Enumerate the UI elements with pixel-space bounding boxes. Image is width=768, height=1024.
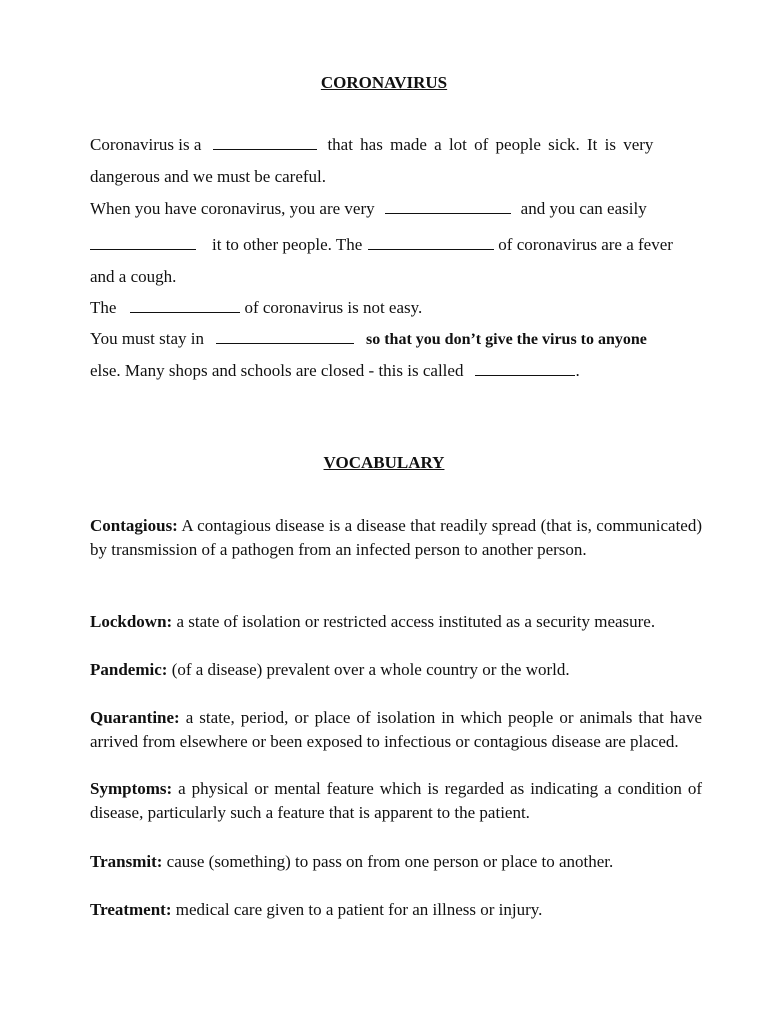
vocab-item-symptoms xyxy=(90,777,702,825)
vocab-term: Quarantine: xyxy=(90,708,180,727)
vocab-term: Contagious: xyxy=(90,516,178,535)
vocabulary-title: VOCABULARY xyxy=(323,453,445,472)
text-line-1 xyxy=(90,135,653,155)
line-8-start: else. Many shops and schools are closed - this is called xyxy=(90,361,464,380)
blank-1[interactable] xyxy=(213,148,317,150)
vocab-item-quarantine xyxy=(90,706,702,754)
text-line-5: and a cough. xyxy=(90,267,177,286)
blank-2[interactable] xyxy=(385,212,511,214)
blank-5[interactable] xyxy=(130,311,240,313)
line-6-end: of coronavirus is not easy. xyxy=(244,298,423,317)
line-7-start: You must stay in xyxy=(90,329,204,348)
vocab-definition: A contagious disease is a disease that readily spread (that is, communicated) by transmission of a pathogen from an infected person to another person. xyxy=(90,516,703,559)
vocab-item-contagious xyxy=(90,514,702,562)
vocab-definition: a state, period, or place of isolation in which people or animals that have arrived from elsewhere or been exposed to infectious or contagious disease are placed. xyxy=(90,708,702,751)
text-line-4 xyxy=(90,235,673,255)
vocab-term: Treatment: xyxy=(90,900,172,919)
line-3-end: and you can easily xyxy=(520,199,647,218)
vocab-definition: cause (something) to pass on from one person or place to another. xyxy=(166,852,614,871)
vocab-definition: a state of isolation or restricted access instituted as a security measure. xyxy=(176,612,656,631)
blank-3[interactable] xyxy=(90,248,196,250)
blank-4[interactable] xyxy=(368,248,494,250)
vocab-term: Symptoms: xyxy=(90,779,173,798)
vocab-item-pandemic xyxy=(90,658,702,682)
vocab-item-transmit xyxy=(90,850,702,874)
vocab-definition: (of a disease) prevalent over a whole country or the world. xyxy=(171,660,570,679)
text-line-2: dangerous and we must be careful. xyxy=(90,167,327,186)
text-line-8 xyxy=(90,361,580,381)
vocab-term: Transmit: xyxy=(90,852,163,871)
vocab-item-lockdown xyxy=(90,610,702,634)
blank-7[interactable] xyxy=(475,374,575,376)
line-1-end: that has made a lot of people sick. It is very xyxy=(327,135,654,154)
vocab-definition: a physical or mental feature which is regarded as indicating a condition of disease, particularly such a feature that is apparent to the patient. xyxy=(90,779,703,822)
vocab-term: Lockdown: xyxy=(90,612,173,631)
worksheet-title: CORONAVIRUS xyxy=(320,73,448,92)
vocab-definition: medical care given to a patient for an illness or injury. xyxy=(175,900,543,919)
line-1-start: Coronavirus is a xyxy=(90,135,202,154)
line-4-start: it to other people. The xyxy=(212,235,363,254)
line-8-end: . xyxy=(575,361,580,380)
vocab-item-treatment xyxy=(90,898,702,922)
text-line-6 xyxy=(90,298,422,318)
line-6-start: The xyxy=(90,298,117,317)
blank-6[interactable] xyxy=(216,342,354,344)
text-line-3 xyxy=(90,199,647,219)
line-7-end: so that you don’t give the virus to anyone xyxy=(366,331,647,348)
line-4-end: of coronavirus are a fever xyxy=(498,235,673,254)
vocab-term: Pandemic: xyxy=(90,660,168,679)
text-line-7 xyxy=(90,329,647,349)
line-3-start: When you have coronavirus, you are very xyxy=(90,199,375,218)
